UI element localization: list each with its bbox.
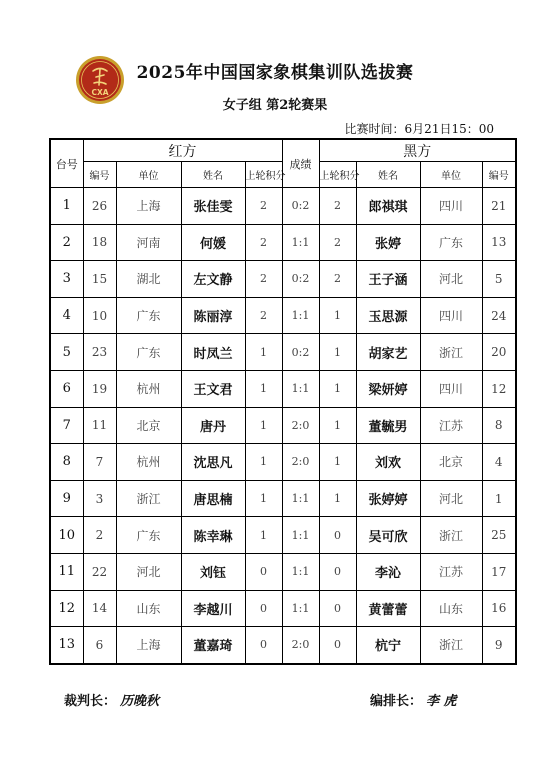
black-player-unit: 山东 [420, 590, 482, 627]
black-player-unit: 北京 [420, 444, 482, 481]
red-prev-points: 1 [245, 370, 282, 407]
black-player-unit: 河北 [420, 261, 482, 298]
game-score: 1:1 [282, 553, 319, 590]
black-player-number: 25 [482, 517, 516, 554]
red-player-number: 15 [83, 261, 116, 298]
table-row [50, 517, 516, 554]
red-prev-points: 1 [245, 517, 282, 554]
chief-arranger [370, 690, 457, 709]
black-player-name: 胡家艺 [356, 334, 420, 371]
black-player-unit: 江苏 [420, 407, 482, 444]
red-player-unit: 杭州 [116, 370, 181, 407]
red-player-number: 6 [83, 627, 116, 664]
game-score: 1:1 [282, 370, 319, 407]
black-prev-points: 0 [319, 590, 356, 627]
red-prev-points: 2 [245, 261, 282, 298]
game-score: 0:2 [282, 334, 319, 371]
red-prev-points: 1 [245, 407, 282, 444]
board-number: 2 [50, 224, 83, 261]
red-prev-points: 0 [245, 590, 282, 627]
game-score: 2:0 [282, 407, 319, 444]
red-player-number: 2 [83, 517, 116, 554]
red-prev-points: 1 [245, 334, 282, 371]
black-prev-points: 2 [319, 188, 356, 225]
board-number: 13 [50, 627, 83, 664]
black-number-header: 编号 [482, 162, 516, 188]
black-side-header: 黑方 [319, 139, 516, 162]
board-number: 11 [50, 553, 83, 590]
black-player-name: 杭宁 [356, 627, 420, 664]
black-player-number: 12 [482, 370, 516, 407]
table-row [50, 553, 516, 590]
red-player-number: 14 [83, 590, 116, 627]
black-player-name: 黄蕾蕾 [356, 590, 420, 627]
black-prev-points: 0 [319, 517, 356, 554]
black-player-name: 王子涵 [356, 261, 420, 298]
red-side-header: 红方 [83, 139, 282, 162]
black-player-name: 梁妍婷 [356, 370, 420, 407]
match-time: 比赛时间：6月21日15：00 [344, 122, 494, 136]
red-player-unit: 杭州 [116, 444, 181, 481]
chief-arranger-label: 编排长： [370, 694, 423, 709]
black-prev-points: 0 [319, 553, 356, 590]
black-player-name: 张婷 [356, 224, 420, 261]
red-prev-points: 0 [245, 627, 282, 664]
chief-referee-label: 裁判长： [64, 694, 117, 709]
black-player-number: 9 [482, 627, 516, 664]
page-title: 2025年中国国家象棋集训队选拔赛 [136, 63, 414, 83]
black-prev-points: 2 [319, 261, 356, 298]
red-player-number: 19 [83, 370, 116, 407]
red-player-unit: 上海 [116, 627, 181, 664]
board-header: 台号 [50, 139, 83, 188]
black-player-name: 刘欢 [356, 444, 420, 481]
board-number: 9 [50, 480, 83, 517]
game-score: 2:0 [282, 627, 319, 664]
red-player-unit: 河南 [116, 224, 181, 261]
red-player-name: 时凤兰 [181, 334, 245, 371]
game-score: 1:1 [282, 480, 319, 517]
red-player-number: 7 [83, 444, 116, 481]
red-player-name: 张佳雯 [181, 188, 245, 225]
red-player-unit: 湖北 [116, 261, 181, 298]
red-player-unit: 浙江 [116, 480, 181, 517]
black-prev-points: 1 [319, 297, 356, 334]
black-player-name: 玉思源 [356, 297, 420, 334]
game-score: 1:1 [282, 590, 319, 627]
game-score: 2:0 [282, 444, 319, 481]
table-row [50, 224, 516, 261]
table-row [50, 297, 516, 334]
black-player-name: 董毓男 [356, 407, 420, 444]
red-prev-points: 2 [245, 188, 282, 225]
red-player-number: 26 [83, 188, 116, 225]
black-player-unit: 浙江 [420, 627, 482, 664]
result-header: 成绩 [282, 139, 319, 188]
black-player-name: 吴可欣 [356, 517, 420, 554]
red-player-name: 刘钰 [181, 553, 245, 590]
black-player-unit: 广东 [420, 224, 482, 261]
red-player-number: 3 [83, 480, 116, 517]
board-number: 4 [50, 297, 83, 334]
table-row [50, 334, 516, 371]
red-player-name: 董嘉琦 [181, 627, 245, 664]
table-row [50, 370, 516, 407]
red-number-header: 编号 [83, 162, 116, 188]
red-player-name: 王文君 [181, 370, 245, 407]
table-row [50, 261, 516, 298]
black-player-unit: 江苏 [420, 553, 482, 590]
red-prev-points: 1 [245, 444, 282, 481]
black-prev-points: 1 [319, 370, 356, 407]
game-score: 1:1 [282, 517, 319, 554]
black-prev-points: 1 [319, 444, 356, 481]
black-player-unit: 四川 [420, 370, 482, 407]
board-number: 1 [50, 188, 83, 225]
black-player-number: 24 [482, 297, 516, 334]
table-row [50, 188, 516, 225]
red-prev-points-header: 上轮积分 [245, 162, 282, 188]
red-player-number: 22 [83, 553, 116, 590]
red-player-unit: 广东 [116, 517, 181, 554]
black-player-name: 郎祺琪 [356, 188, 420, 225]
black-prev-points: 1 [319, 480, 356, 517]
table-row [50, 480, 516, 517]
black-player-number: 1 [482, 480, 516, 517]
black-player-number: 5 [482, 261, 516, 298]
black-unit-header: 单位 [420, 162, 482, 188]
black-prev-points: 2 [319, 224, 356, 261]
board-number: 6 [50, 370, 83, 407]
black-prev-points: 0 [319, 627, 356, 664]
red-prev-points: 0 [245, 553, 282, 590]
red-player-name: 左文静 [181, 261, 245, 298]
table-row [50, 444, 516, 481]
red-prev-points: 1 [245, 480, 282, 517]
black-player-number: 17 [482, 553, 516, 590]
red-unit-header: 单位 [116, 162, 181, 188]
red-player-name: 唐丹 [181, 407, 245, 444]
board-number: 8 [50, 444, 83, 481]
red-player-number: 10 [83, 297, 116, 334]
red-player-name: 唐思楠 [181, 480, 245, 517]
black-player-name: 李沁 [356, 553, 420, 590]
black-player-unit: 浙江 [420, 517, 482, 554]
red-player-number: 18 [83, 224, 116, 261]
black-name-header: 姓名 [356, 162, 420, 188]
red-player-unit: 山东 [116, 590, 181, 627]
chief-referee [64, 690, 159, 709]
red-player-unit: 河北 [116, 553, 181, 590]
red-name-header: 姓名 [181, 162, 245, 188]
black-player-unit: 河北 [420, 480, 482, 517]
black-player-number: 13 [482, 224, 516, 261]
game-score: 1:1 [282, 224, 319, 261]
black-player-unit: 浙江 [420, 334, 482, 371]
black-player-number: 8 [482, 407, 516, 444]
board-number: 7 [50, 407, 83, 444]
board-number: 10 [50, 517, 83, 554]
black-player-number: 21 [482, 188, 516, 225]
red-player-unit: 广东 [116, 334, 181, 371]
table-row [50, 407, 516, 444]
chief-arranger-signature: 李 虎 [426, 694, 457, 709]
black-player-number: 4 [482, 444, 516, 481]
game-score: 1:1 [282, 297, 319, 334]
svg-text:CXA: CXA [91, 88, 109, 97]
black-player-unit: 四川 [420, 188, 482, 225]
table-row [50, 627, 516, 664]
board-number: 3 [50, 261, 83, 298]
game-score: 0:2 [282, 188, 319, 225]
red-player-name: 陈幸琳 [181, 517, 245, 554]
red-player-number: 23 [83, 334, 116, 371]
black-player-unit: 四川 [420, 297, 482, 334]
red-player-number: 11 [83, 407, 116, 444]
black-prev-points: 1 [319, 334, 356, 371]
red-prev-points: 2 [245, 297, 282, 334]
red-player-name: 何媛 [181, 224, 245, 261]
red-player-unit: 上海 [116, 188, 181, 225]
chief-referee-signature: 历晚秋 [120, 694, 160, 709]
red-prev-points: 2 [245, 224, 282, 261]
black-player-number: 20 [482, 334, 516, 371]
red-player-unit: 北京 [116, 407, 181, 444]
results-table [49, 138, 517, 665]
black-prev-points-header: 上轮积分 [319, 162, 356, 188]
black-player-number: 16 [482, 590, 516, 627]
red-player-name: 沈思凡 [181, 444, 245, 481]
red-player-unit: 广东 [116, 297, 181, 334]
table-row [50, 590, 516, 627]
black-player-name: 张婷婷 [356, 480, 420, 517]
black-prev-points: 1 [319, 407, 356, 444]
game-score: 0:2 [282, 261, 319, 298]
board-number: 5 [50, 334, 83, 371]
board-number: 12 [50, 590, 83, 627]
red-player-name: 李越川 [181, 590, 245, 627]
round-subtitle: 女子组 第2轮赛果 [222, 98, 328, 113]
red-player-name: 陈丽淳 [181, 297, 245, 334]
